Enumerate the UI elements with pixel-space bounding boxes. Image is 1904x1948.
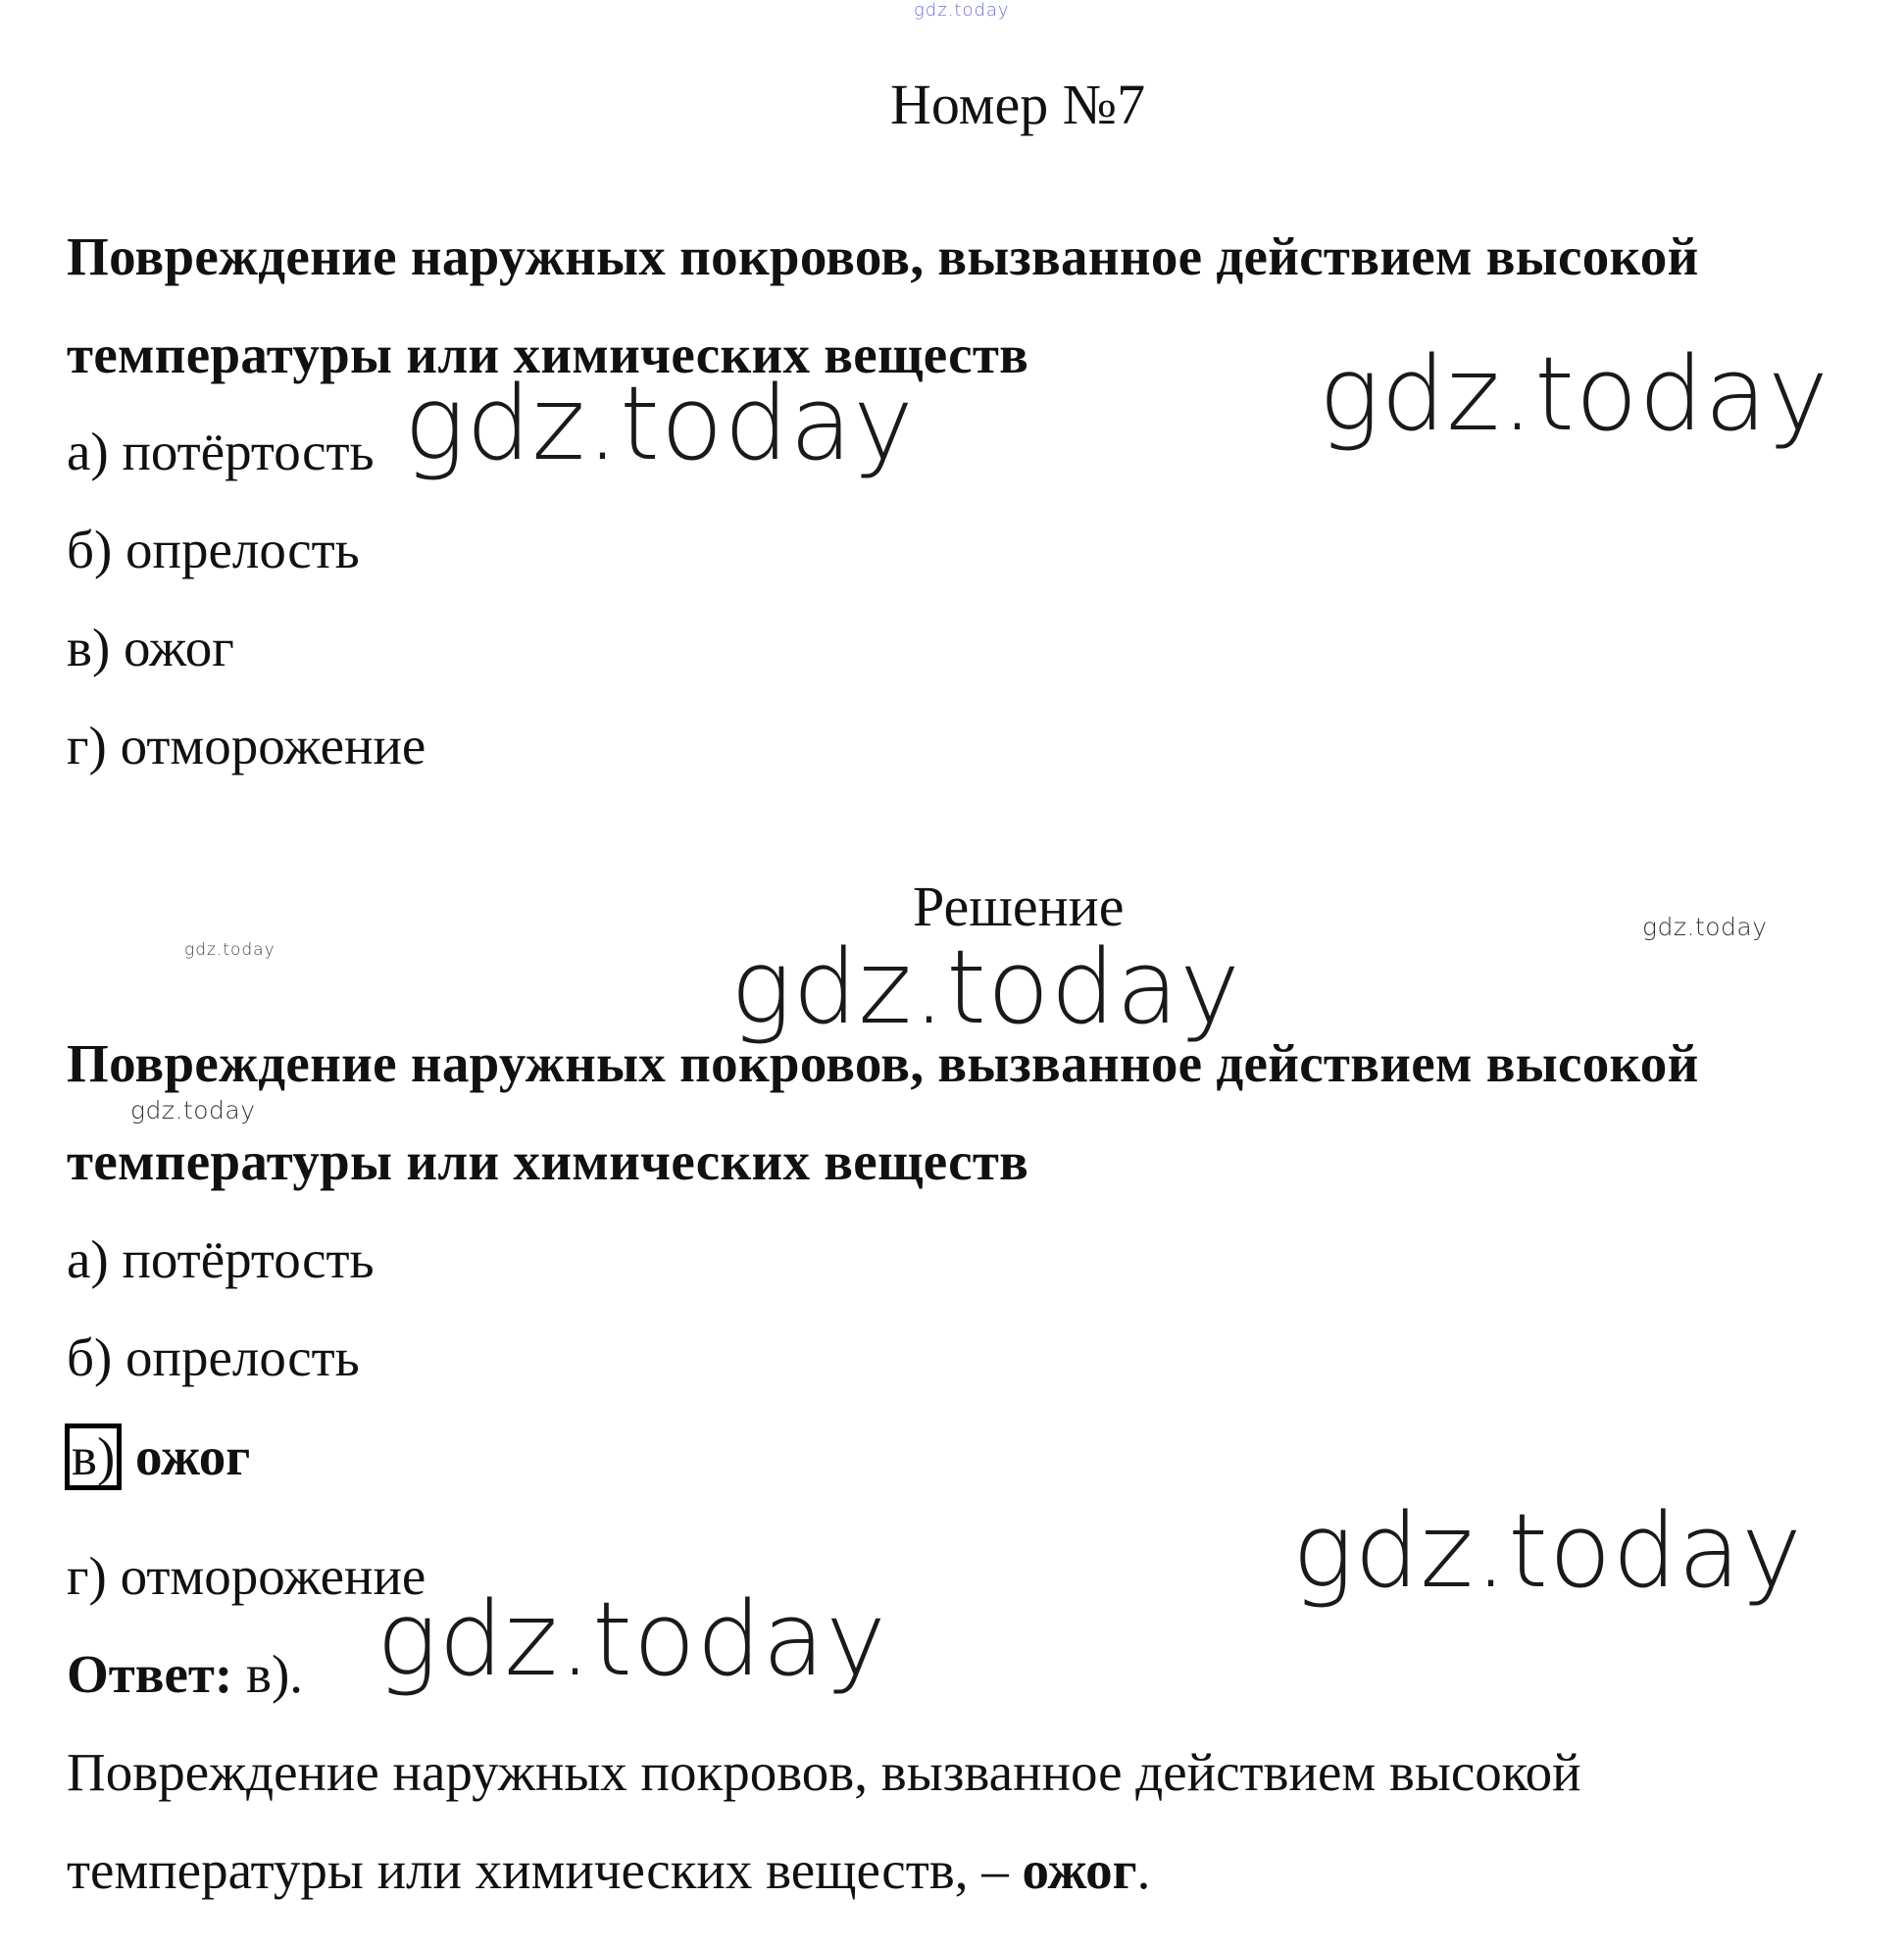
watermark-small-right: gdz.today xyxy=(1642,913,1768,941)
page-title: Номер №7 xyxy=(890,73,1146,136)
explanation-line-1: Повреждение наружных покровов, вызванное действием высокой xyxy=(67,1742,1581,1802)
solution-option-d: г) отморожение xyxy=(67,1546,426,1606)
watermark-2: gdz.today xyxy=(1319,334,1829,454)
option-c: в) ожог xyxy=(67,618,234,677)
answer-value: в). xyxy=(246,1644,304,1704)
question-line-2: температуры или химических веществ xyxy=(67,325,1029,384)
solution-line-1: Повреждение наружных покровов, вызванное действием высокой xyxy=(67,1033,1699,1093)
watermark-4: gdz.today xyxy=(1292,1491,1803,1611)
explanation-bold: ожог xyxy=(1022,1840,1137,1900)
question-line-1: Повреждение наружных покровов, вызванное действием высокой xyxy=(67,226,1699,286)
watermark-tiny-left: gdz.today xyxy=(184,940,276,960)
answer-line xyxy=(67,1644,304,1704)
explanation-end: . xyxy=(1136,1840,1151,1900)
watermark-small-left: gdz.today xyxy=(130,1096,256,1124)
correct-answer-box: в) xyxy=(65,1424,122,1490)
solution-option-c xyxy=(65,1424,250,1490)
solution-line-2: температуры или химических веществ xyxy=(67,1131,1029,1191)
correct-answer-word: ожог xyxy=(135,1426,251,1486)
explanation-text: температуры или химических веществ, – xyxy=(67,1840,1009,1900)
watermark-5: gdz.today xyxy=(376,1579,887,1699)
option-a: а) потёртость xyxy=(67,422,375,481)
solution-heading: Решение xyxy=(913,874,1125,938)
option-d: г) отморожение xyxy=(67,716,426,775)
solution-option-b: б) опрелость xyxy=(67,1327,360,1387)
explanation-line-2 xyxy=(67,1840,1151,1900)
watermark-1: gdz.today xyxy=(404,364,915,483)
answer-label: Ответ: xyxy=(67,1644,233,1704)
watermark-3: gdz.today xyxy=(730,927,1241,1047)
solution-option-a: а) потёртость xyxy=(67,1229,375,1289)
watermark-top: gdz.today xyxy=(914,0,1010,21)
option-b: б) опрелость xyxy=(67,520,360,579)
